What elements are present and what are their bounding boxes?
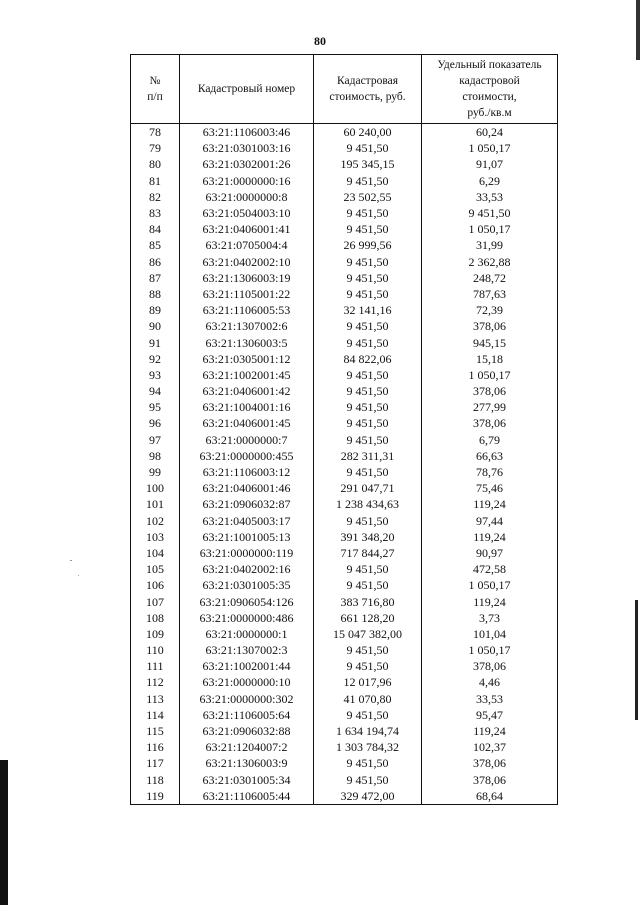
- cadastral-value: 9 451,50: [314, 334, 422, 350]
- table-row: [131, 367, 558, 383]
- table-body: [131, 124, 558, 805]
- table-row: [131, 205, 558, 221]
- cadastral-value: 9 451,50: [314, 270, 422, 286]
- cadastral-number: 63:21:0906032:88: [180, 723, 314, 739]
- cadastral-number: 63:21:0000000:119: [180, 545, 314, 561]
- cadastral-value: 1 303 784,32: [314, 739, 422, 755]
- cadastral-value: 195 345,15: [314, 156, 422, 172]
- header-cadastral-number: [180, 55, 314, 124]
- table-row: [131, 496, 558, 512]
- table-row: [131, 788, 558, 805]
- cadastral-value: 9 451,50: [314, 140, 422, 156]
- cadastral-number: 63:21:0406001:41: [180, 221, 314, 237]
- specific-value: 4,46: [422, 674, 558, 690]
- scan-edge-mark: [635, 600, 638, 720]
- row-number: 108: [131, 610, 180, 626]
- table-row: [131, 286, 558, 302]
- table-row: [131, 432, 558, 448]
- row-number: 110: [131, 642, 180, 658]
- row-number: 83: [131, 205, 180, 221]
- cadastral-value: 12 017,96: [314, 674, 422, 690]
- specific-value: 60,24: [422, 124, 558, 141]
- specific-value: 72,39: [422, 302, 558, 318]
- table-row: [131, 545, 558, 561]
- table-row: [131, 755, 558, 771]
- header-cadastral-value: [314, 55, 422, 124]
- row-number: 118: [131, 772, 180, 788]
- table-row: [131, 674, 558, 690]
- cadastral-value: 9 451,50: [314, 432, 422, 448]
- table-row: [131, 254, 558, 270]
- table-row: [131, 561, 558, 577]
- cadastral-number: 63:21:0705004:4: [180, 237, 314, 253]
- cadastral-number: 63:21:0000000:1: [180, 626, 314, 642]
- cadastral-value: 84 822,06: [314, 351, 422, 367]
- specific-value: 2 362,88: [422, 254, 558, 270]
- row-number: 112: [131, 674, 180, 690]
- cadastral-number: 63:21:0302001:26: [180, 156, 314, 172]
- cadastral-number: 63:21:0301005:35: [180, 577, 314, 593]
- cadastral-value: 661 128,20: [314, 610, 422, 626]
- specific-value: 1 050,17: [422, 642, 558, 658]
- cadastral-value: 329 472,00: [314, 788, 422, 805]
- table-row: [131, 448, 558, 464]
- row-number: 87: [131, 270, 180, 286]
- table-row: [131, 658, 558, 674]
- table-row: [131, 529, 558, 545]
- row-number: 92: [131, 351, 180, 367]
- cadastral-number: 63:21:0000000:16: [180, 173, 314, 189]
- cadastral-number: 63:21:0906032:87: [180, 496, 314, 512]
- table-row: [131, 124, 558, 141]
- row-number: 115: [131, 723, 180, 739]
- table-row: [131, 513, 558, 529]
- cadastral-number: 63:21:1307002:6: [180, 318, 314, 334]
- cadastral-number: 63:21:0000000:302: [180, 691, 314, 707]
- header-number: [131, 55, 180, 124]
- cadastral-value: 9 451,50: [314, 205, 422, 221]
- cadastral-number: 63:21:0906054:126: [180, 593, 314, 609]
- header-text-line: Кадастровая: [336, 75, 399, 87]
- specific-value: 378,06: [422, 415, 558, 431]
- row-number: 88: [131, 286, 180, 302]
- specific-value: 378,06: [422, 772, 558, 788]
- specific-value: 95,47: [422, 707, 558, 723]
- cadastral-value: 9 451,50: [314, 173, 422, 189]
- cadastral-value: 1 238 434,63: [314, 496, 422, 512]
- cadastral-number: 63:21:0305001:12: [180, 351, 314, 367]
- cadastral-value: 717 844,27: [314, 545, 422, 561]
- specific-value: 1 050,17: [422, 140, 558, 156]
- specific-value: 378,06: [422, 755, 558, 771]
- header-text-line: п/п: [147, 91, 163, 103]
- specific-value: 75,46: [422, 480, 558, 496]
- row-number: 79: [131, 140, 180, 156]
- row-number: 105: [131, 561, 180, 577]
- specific-value: 277,99: [422, 399, 558, 415]
- specific-value: 33,53: [422, 691, 558, 707]
- row-number: 102: [131, 513, 180, 529]
- row-number: 99: [131, 464, 180, 480]
- scan-edge-mark: [636, 0, 640, 60]
- cadastral-number: 63:21:1306003:19: [180, 270, 314, 286]
- table-row: [131, 140, 558, 156]
- cadastral-value: 9 451,50: [314, 286, 422, 302]
- cadastral-number: 63:21:1106005:44: [180, 788, 314, 805]
- row-number: 104: [131, 545, 180, 561]
- specific-value: 78,76: [422, 464, 558, 480]
- cadastral-value: 9 451,50: [314, 513, 422, 529]
- specific-value: 787,63: [422, 286, 558, 302]
- cadastral-number: 63:21:1306003:9: [180, 755, 314, 771]
- cadastral-value: 9 451,50: [314, 383, 422, 399]
- table-row: [131, 415, 558, 431]
- cadastral-value: 9 451,50: [314, 399, 422, 415]
- row-number: 98: [131, 448, 180, 464]
- row-number: 86: [131, 254, 180, 270]
- cadastral-number: 63:21:0000000:7: [180, 432, 314, 448]
- cadastral-value: 60 240,00: [314, 124, 422, 141]
- row-number: 89: [131, 302, 180, 318]
- cadastral-number: 63:21:1106005:53: [180, 302, 314, 318]
- cadastral-number: 63:21:1204007:2: [180, 739, 314, 755]
- cadastral-value: 26 999,56: [314, 237, 422, 253]
- specific-value: 378,06: [422, 658, 558, 674]
- cadastral-value: 9 451,50: [314, 658, 422, 674]
- header-text-line: стоимости,: [462, 91, 517, 103]
- cadastral-value: 9 451,50: [314, 221, 422, 237]
- table-row: [131, 723, 558, 739]
- cadastral-number: 63:21:0301005:34: [180, 772, 314, 788]
- row-number: 93: [131, 367, 180, 383]
- table-header-row: [131, 55, 558, 124]
- table-row: [131, 610, 558, 626]
- row-number: 78: [131, 124, 180, 141]
- row-number: 116: [131, 739, 180, 755]
- cadastral-value: 41 070,80: [314, 691, 422, 707]
- table-row: [131, 739, 558, 755]
- specific-value: 102,37: [422, 739, 558, 755]
- cadastral-number: 63:21:1004001:16: [180, 399, 314, 415]
- specific-value: 119,24: [422, 723, 558, 739]
- cadastral-value: 9 451,50: [314, 318, 422, 334]
- row-number: 114: [131, 707, 180, 723]
- row-number: 97: [131, 432, 180, 448]
- cadastral-number: 63:21:0000000:486: [180, 610, 314, 626]
- row-number: 91: [131, 334, 180, 350]
- cadastral-number: 63:21:1105001:22: [180, 286, 314, 302]
- specific-value: 33,53: [422, 189, 558, 205]
- specific-value: 472,58: [422, 561, 558, 577]
- cadastral-number: 63:21:0402002:16: [180, 561, 314, 577]
- cadastral-number: 63:21:1002001:45: [180, 367, 314, 383]
- cadastral-value: 9 451,50: [314, 561, 422, 577]
- cadastral-value: 9 451,50: [314, 415, 422, 431]
- table-row: [131, 334, 558, 350]
- cadastral-number: 63:21:1307002:3: [180, 642, 314, 658]
- cadastral-number: 63:21:1306003:5: [180, 334, 314, 350]
- specific-value: 6,29: [422, 173, 558, 189]
- table-row: [131, 156, 558, 172]
- cadastral-value-table: [130, 54, 558, 805]
- table-row: [131, 593, 558, 609]
- cadastral-number: 63:21:1002001:44: [180, 658, 314, 674]
- cadastral-value: 9 451,50: [314, 707, 422, 723]
- header-text-line: Удельный показатель: [437, 59, 542, 71]
- specific-value: 119,24: [422, 529, 558, 545]
- page-number: 80: [314, 34, 326, 48]
- row-number: 113: [131, 691, 180, 707]
- cadastral-number: 63:21:0000000:455: [180, 448, 314, 464]
- cadastral-number: 63:21:0504003:10: [180, 205, 314, 221]
- cadastral-value: 291 047,71: [314, 480, 422, 496]
- specific-value: 66,63: [422, 448, 558, 464]
- cadastral-number: 63:21:0405003:17: [180, 513, 314, 529]
- cadastral-value: 9 451,50: [314, 254, 422, 270]
- row-number: 85: [131, 237, 180, 253]
- table-row: [131, 383, 558, 399]
- specific-value: 31,99: [422, 237, 558, 253]
- specific-value: 119,24: [422, 496, 558, 512]
- table-row: [131, 318, 558, 334]
- scan-edge-mark: [0, 760, 8, 905]
- cadastral-number: 63:21:0000000:10: [180, 674, 314, 690]
- row-number: 81: [131, 173, 180, 189]
- table-row: [131, 772, 558, 788]
- row-number: 95: [131, 399, 180, 415]
- specific-value: 1 050,17: [422, 577, 558, 593]
- header-text-line: Кадастровый номер: [197, 83, 296, 95]
- row-number: 106: [131, 577, 180, 593]
- row-number: 96: [131, 415, 180, 431]
- cadastral-number: 63:21:0301003:16: [180, 140, 314, 156]
- table-row: [131, 351, 558, 367]
- table-row: [131, 691, 558, 707]
- specific-value: 945,15: [422, 334, 558, 350]
- row-number: 119: [131, 788, 180, 805]
- row-number: 111: [131, 658, 180, 674]
- cadastral-value: 383 716,80: [314, 593, 422, 609]
- cadastral-number: 63:21:0406001:42: [180, 383, 314, 399]
- specific-value: 1 050,17: [422, 367, 558, 383]
- cadastral-number: 63:21:0000000:8: [180, 189, 314, 205]
- header-text-line: №: [149, 75, 161, 87]
- cadastral-value: 9 451,50: [314, 367, 422, 383]
- table-row: [131, 464, 558, 480]
- header-text-line: стоимость, руб.: [329, 91, 406, 103]
- row-number: 82: [131, 189, 180, 205]
- row-number: 117: [131, 755, 180, 771]
- specific-value: 101,04: [422, 626, 558, 642]
- specific-value: 119,24: [422, 593, 558, 609]
- specific-value: 90,97: [422, 545, 558, 561]
- cadastral-number: 63:21:1106003:12: [180, 464, 314, 480]
- row-number: 103: [131, 529, 180, 545]
- table-row: [131, 173, 558, 189]
- table-row: [131, 270, 558, 286]
- table-row: [131, 302, 558, 318]
- row-number: 94: [131, 383, 180, 399]
- row-number: 80: [131, 156, 180, 172]
- table-row: [131, 642, 558, 658]
- cadastral-value: 9 451,50: [314, 464, 422, 480]
- table-row: [131, 189, 558, 205]
- cadastral-number: 63:21:0402002:10: [180, 254, 314, 270]
- cadastral-number: 63:21:1001005:13: [180, 529, 314, 545]
- header-specific-value: [422, 55, 558, 124]
- cadastral-value: 282 311,31: [314, 448, 422, 464]
- scan-speck: [78, 575, 79, 576]
- cadastral-number: 63:21:0406001:46: [180, 480, 314, 496]
- header-text-line: кадастровой: [459, 75, 520, 87]
- specific-value: 15,18: [422, 351, 558, 367]
- specific-value: 1 050,17: [422, 221, 558, 237]
- table-row: [131, 480, 558, 496]
- cadastral-value: 9 451,50: [314, 577, 422, 593]
- cadastral-value: 23 502,55: [314, 189, 422, 205]
- header-text-line: руб./кв.м: [467, 107, 512, 119]
- cadastral-value: 9 451,50: [314, 772, 422, 788]
- table-row: [131, 399, 558, 415]
- specific-value: 9 451,50: [422, 205, 558, 221]
- cadastral-number: 63:21:1106003:46: [180, 124, 314, 141]
- scan-speck: [70, 560, 72, 561]
- specific-value: 378,06: [422, 383, 558, 399]
- specific-value: 97,44: [422, 513, 558, 529]
- specific-value: 68,64: [422, 788, 558, 805]
- row-number: 109: [131, 626, 180, 642]
- cadastral-value: 9 451,50: [314, 642, 422, 658]
- cadastral-value: 32 141,16: [314, 302, 422, 318]
- cadastral-number: 63:21:1106005:64: [180, 707, 314, 723]
- row-number: 101: [131, 496, 180, 512]
- table-row: [131, 707, 558, 723]
- table-row: [131, 577, 558, 593]
- cadastral-value: 391 348,20: [314, 529, 422, 545]
- specific-value: 378,06: [422, 318, 558, 334]
- table-row: [131, 221, 558, 237]
- cadastral-value: 1 634 194,74: [314, 723, 422, 739]
- table-row: [131, 626, 558, 642]
- table-row: [131, 237, 558, 253]
- cadastral-number: 63:21:0406001:45: [180, 415, 314, 431]
- specific-value: 248,72: [422, 270, 558, 286]
- specific-value: 3,73: [422, 610, 558, 626]
- specific-value: 6,79: [422, 432, 558, 448]
- row-number: 84: [131, 221, 180, 237]
- row-number: 90: [131, 318, 180, 334]
- cadastral-value: 9 451,50: [314, 755, 422, 771]
- row-number: 107: [131, 593, 180, 609]
- row-number: 100: [131, 480, 180, 496]
- cadastral-value: 15 047 382,00: [314, 626, 422, 642]
- specific-value: 91,07: [422, 156, 558, 172]
